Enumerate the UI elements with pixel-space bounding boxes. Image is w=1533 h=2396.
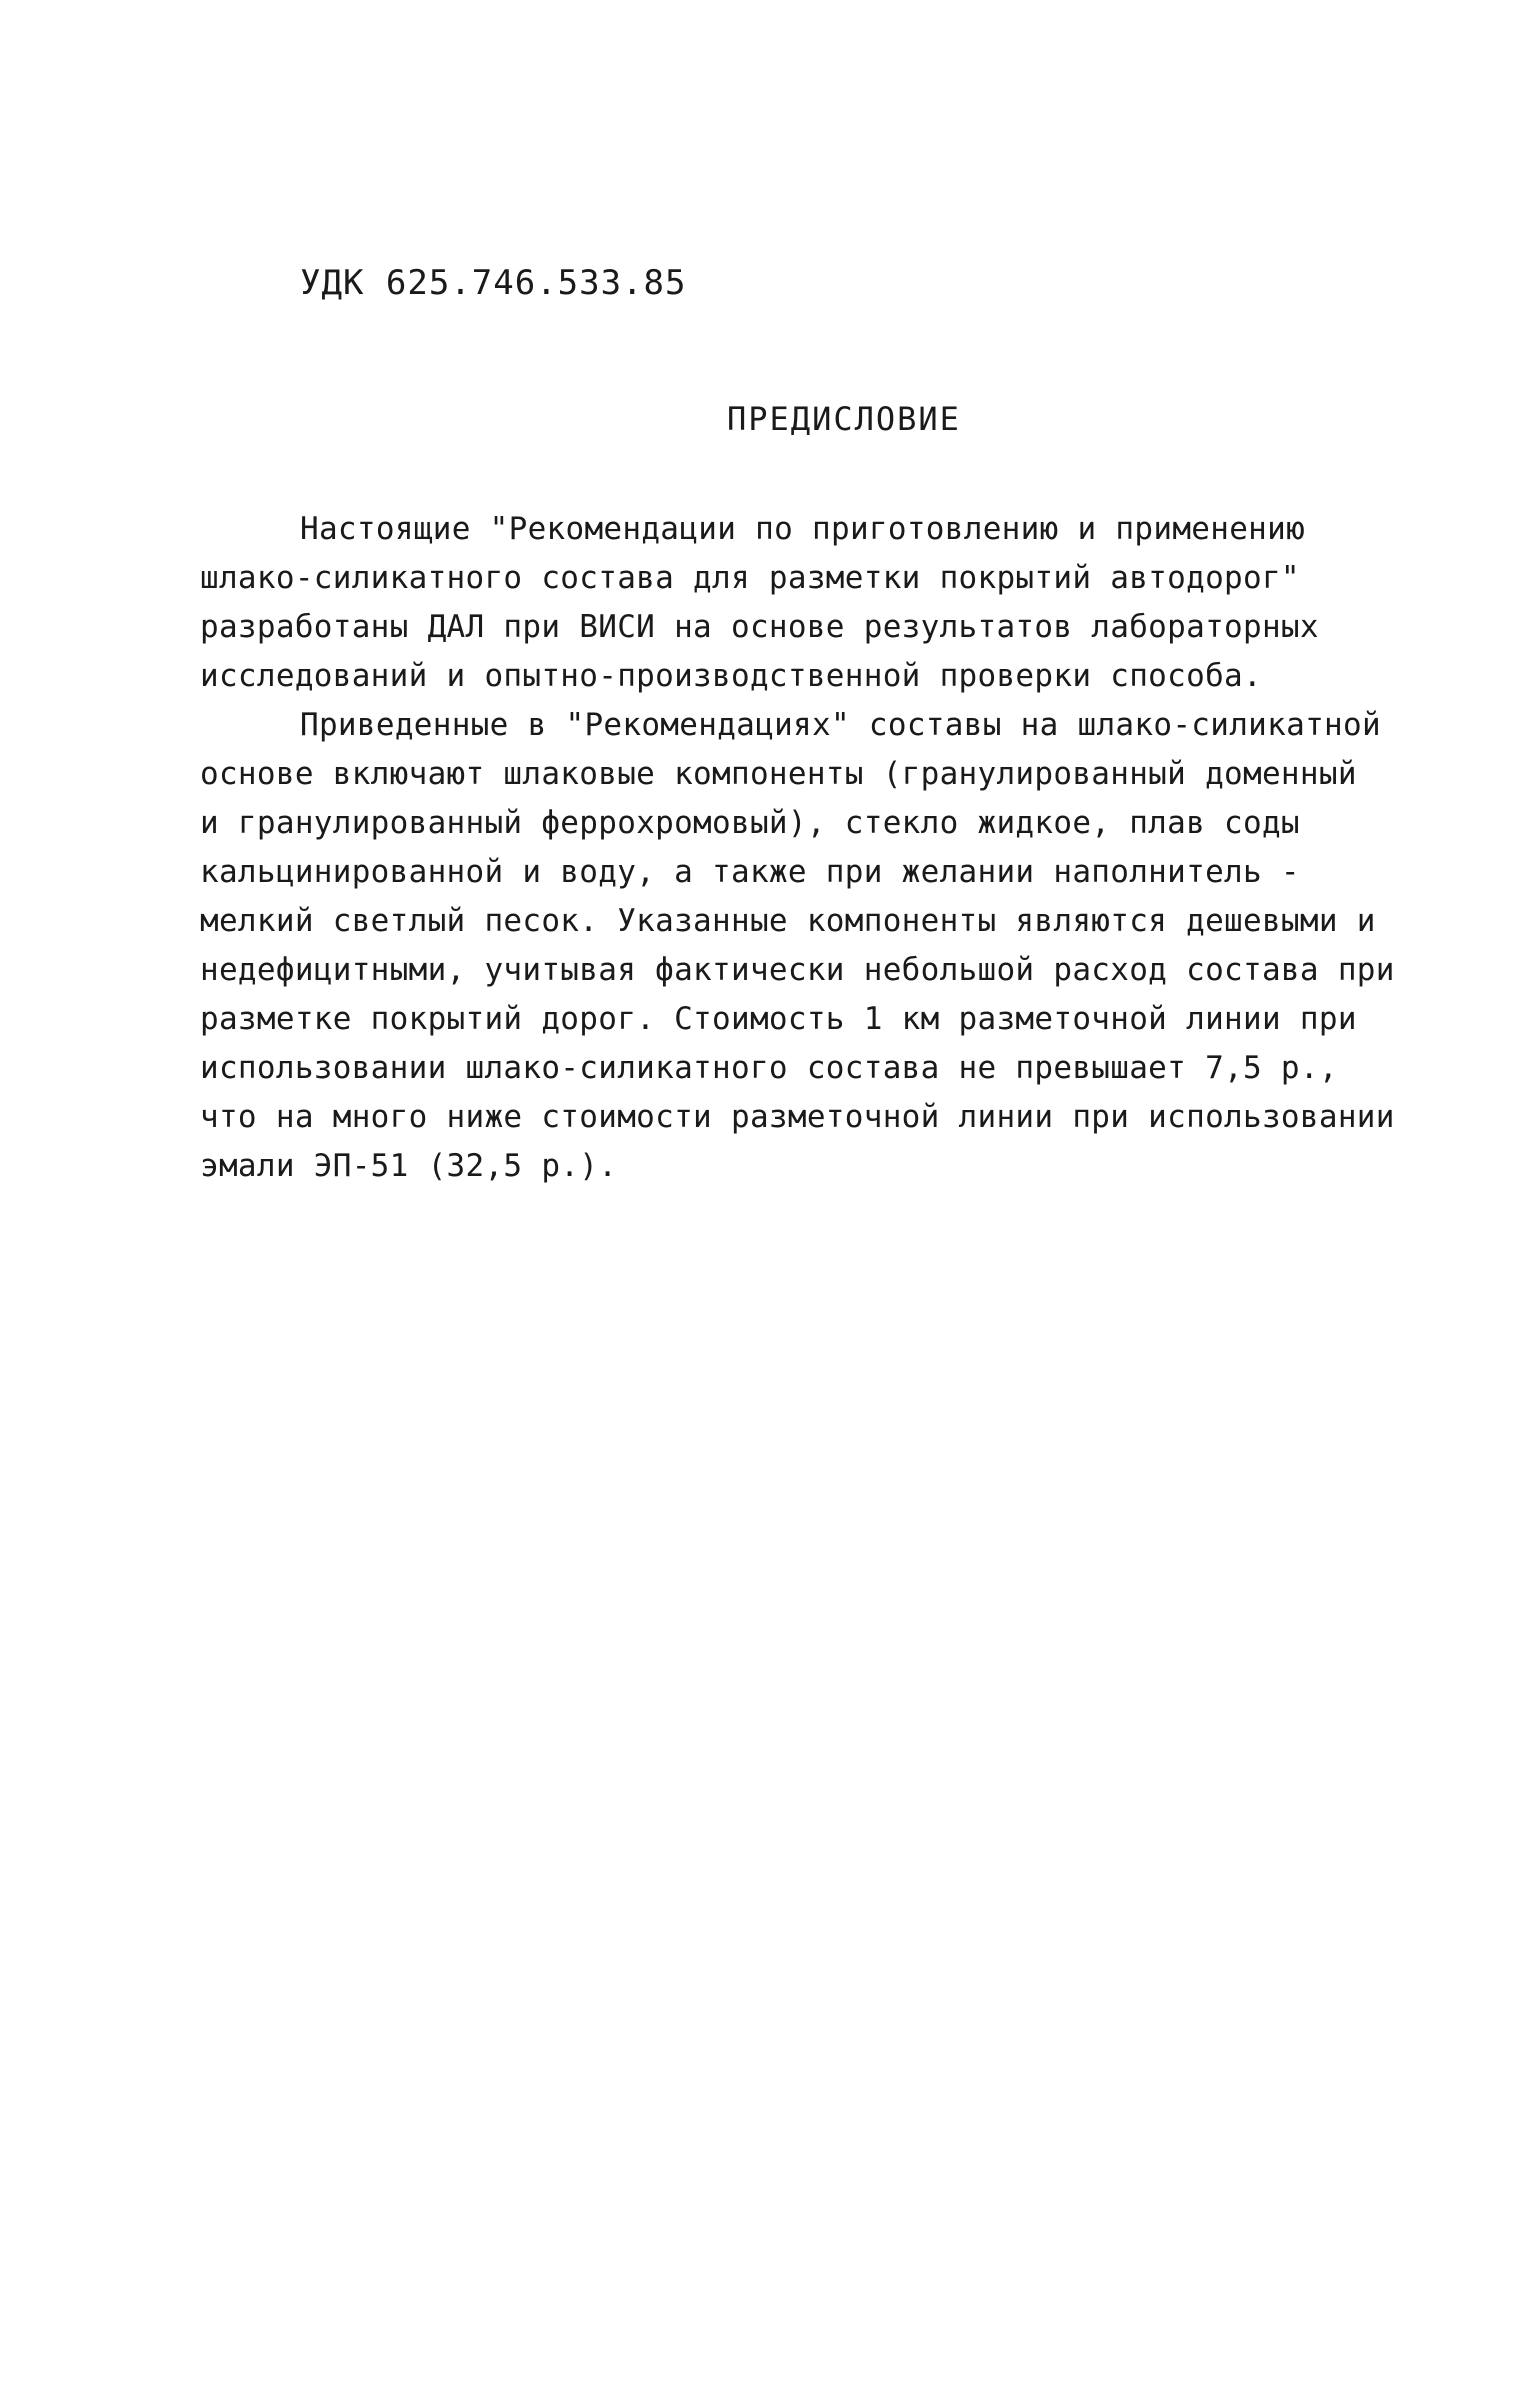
paragraph-line: эмали ЭП-51 (32,5 р.).	[200, 1148, 618, 1184]
preface-body	[200, 505, 1420, 1191]
paragraph-line: Приведенные в "Рекомендациях" составы на шлако-силикатной	[300, 707, 1381, 743]
paragraph-line: исследований и опытно-производственной проверки способа.	[200, 658, 1262, 694]
paragraph-line: кальцинированной и воду, а также при желании наполнитель -	[200, 854, 1300, 890]
paragraph-line: мелкий светлый песок. Указанные компоненты являются дешевыми и	[200, 903, 1376, 939]
paragraph-line: и гранулированный феррохромовый), стекло жидкое, плав соды	[200, 805, 1300, 841]
paragraph-line: шлако-силикатного состава для разметки покрытий автодорог"	[200, 560, 1300, 596]
paragraph-line: Настоящие "Рекомендации по приготовлению и применению	[300, 511, 1306, 547]
udc-code: УДК 625.746.533.85	[300, 263, 687, 303]
paragraph-line: использовании шлако-силикатного состава не превышает 7,5 р.,	[200, 1050, 1338, 1086]
paragraph-line: что на много ниже стоимости разметочной линии при использовании	[200, 1099, 1395, 1135]
paragraph-line: основе включают шлаковые компоненты (гранулированный доменный	[200, 756, 1357, 792]
paragraph-line: разметке покрытий дорог. Стоимость 1 км разметочной линии при	[200, 1001, 1357, 1037]
page-title: ПРЕДИСЛОВИЕ	[727, 400, 961, 438]
paragraph-line: разработаны ДАЛ при ВИСИ на основе результатов лабораторных	[200, 609, 1319, 645]
paragraph-line: недефицитными, учитывая фактически небольшой расход состава при	[200, 952, 1395, 988]
